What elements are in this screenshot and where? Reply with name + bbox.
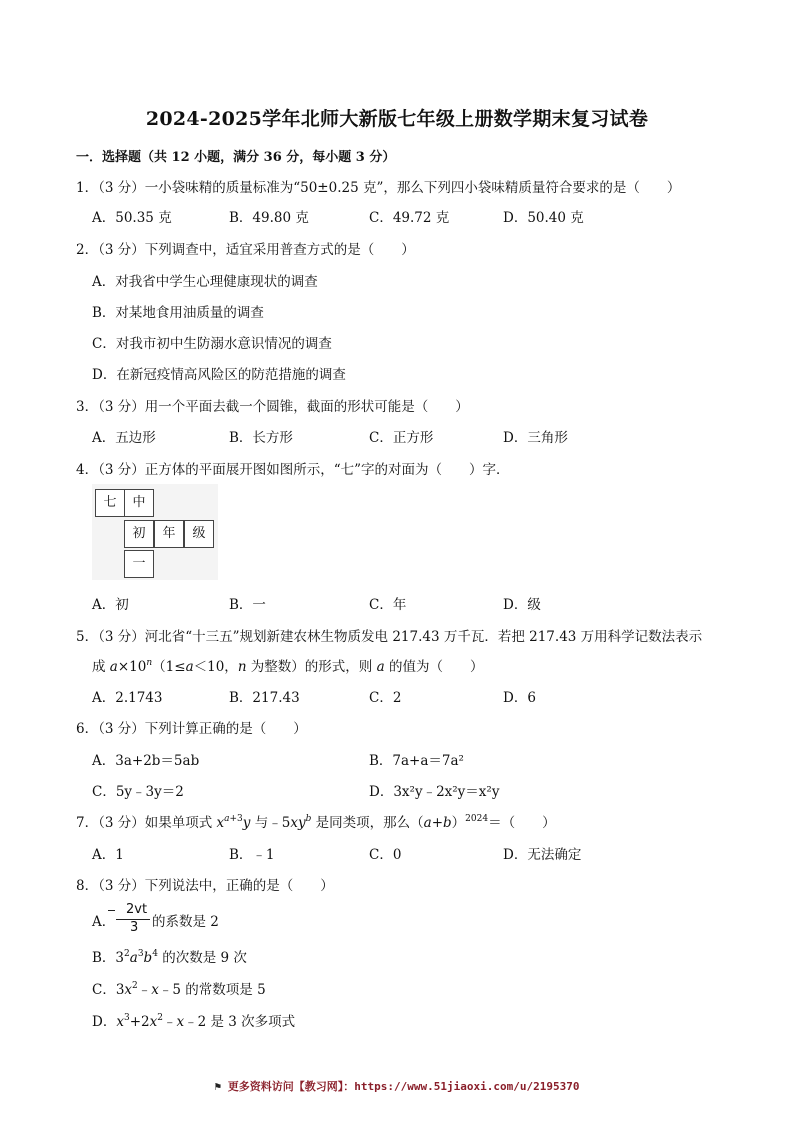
question-7-options (92, 843, 742, 863)
q8-option-a-label[interactable]: A． (92, 914, 116, 930)
q1-option-c[interactable]: C．49.72 克 (369, 210, 450, 226)
q3-option-b[interactable]: B．长方形 (229, 430, 293, 446)
section-heading: 一．选择题（共 12 小题，满分 36 分，每小题 3 分） (76, 150, 396, 165)
q3-option-a[interactable]: A．五边形 (92, 430, 156, 446)
q2-option-b[interactable]: B．对某地食用油质量的调查 (92, 305, 264, 321)
q1-option-d[interactable]: D．50.40 克 (503, 210, 584, 226)
q2-option-a[interactable]: A．对我省中学生心理健康现状的调查 (92, 274, 318, 290)
q4-option-b[interactable]: B．一 (229, 597, 266, 613)
q7-option-d[interactable]: D．无法确定 (503, 847, 582, 863)
net-cell-ji: 级 (184, 520, 214, 548)
page-title: 2024-2025学年北师大新版七年级上册数学期末复习试卷 (145, 108, 649, 130)
footer-text[interactable]: 更多资料访问【教习网】：https://www.51jiaoxi.com/u/2195370 (227, 1080, 580, 1093)
q6-option-d[interactable]: D．3x²y﹣2x²y＝x²y (369, 784, 500, 800)
q4-option-d[interactable]: D．级 (503, 597, 541, 613)
q5-option-c[interactable]: C．2 (369, 690, 402, 706)
q8-option-a-text: 的系数是 2 (152, 914, 219, 930)
q7-option-a[interactable]: A．1 (92, 847, 124, 863)
q2-option-d[interactable]: D．在新冠疫情高风险区的防范措施的调查 (92, 367, 346, 383)
question-5-stem-line2: 成 $a\times 10^n(1\le a<10$，n 为整数）的形式，则 a 的值为（ ） (92, 658, 484, 675)
question-3-options (92, 426, 742, 446)
q8-option-c[interactable]: C．$3x^2﹣x﹣5$ 的常数项是 5 (92, 981, 266, 998)
q3-option-d[interactable]: D．三角形 (503, 430, 568, 446)
question-1-stem: 1．（3 分）一小袋味精的质量标准为“50±0.25 克”，那么下列四小袋味精质量符合要求的是（ ） (76, 180, 681, 196)
question-5-options (92, 686, 742, 706)
fraction-minus-sign (108, 910, 115, 911)
fraction-numerator: 2vt (126, 902, 148, 917)
q6-option-b[interactable]: B．7a+a＝7a² (369, 753, 464, 769)
question-8-stem: 8．（3 分）下列说法中，正确的是（ ） (76, 878, 334, 894)
q5-option-a[interactable]: A．2.1743 (92, 690, 163, 706)
flag-icon: ⚑ (214, 1080, 222, 1093)
q1-option-b[interactable]: B．49.80 克 (229, 210, 309, 226)
net-cell-yi: 一 (124, 550, 154, 578)
question-7-stem: 7．（3 分）如果单项式 $x^{a+3}y$ 与$﹣5xy^b$ 是同类项，那么$(a+b)^{2024}=$（ ） (76, 814, 556, 831)
q8-option-d[interactable]: D．$x^3+2x^2﹣x﹣2$ 是 3 次多项式 (92, 1013, 296, 1030)
q1-option-a[interactable]: A．50.35 克 (92, 210, 172, 226)
question-1-options (92, 206, 742, 226)
q8-option-b[interactable]: B．$3^2a^3b^4$ 的次数是 9 次 (92, 949, 247, 966)
net-cell-chu: 初 (124, 520, 154, 548)
question-3-stem: 3．（3 分）用一个平面去截一个圆锥，截面的形状可能是（ ） (76, 399, 469, 415)
q3-option-c[interactable]: C．正方形 (369, 430, 434, 446)
q6-option-c[interactable]: C．5y﹣3y＝2 (92, 784, 184, 800)
question-6-options-row1 (92, 749, 742, 769)
question-6-options-row2 (92, 780, 742, 800)
q5-option-b[interactable]: B．217.43 (229, 690, 300, 706)
footer-link[interactable] (0, 1078, 794, 1094)
q2-option-c[interactable]: C．对我市初中生防溺水意识情况的调查 (92, 336, 332, 352)
q6-option-a[interactable]: A．3a+2b＝5ab (92, 753, 200, 769)
question-5-stem-line1: 5．（3 分）河北省“十三五”规划新建农林生物质发电 217.43 万千瓦．若把 217.43 万用科学记数法表示 (76, 629, 703, 645)
question-6-stem: 6．（3 分）下列计算正确的是（ ） (76, 721, 307, 737)
question-2-stem: 2．（3 分）下列调查中，适宜采用普查方式的是（ ） (76, 242, 415, 258)
q8-option-a-fraction (116, 902, 150, 936)
q4-option-a[interactable]: A．初 (92, 597, 129, 613)
net-cell-zhong: 中 (124, 489, 154, 517)
question-4-options (92, 593, 742, 613)
net-cell-qi: 七 (95, 489, 125, 517)
question-4-stem: 4．（3 分）正方体的平面展开图如图所示，“七”字的对面为（ ）字． (76, 462, 510, 478)
q4-option-c[interactable]: C．年 (369, 597, 407, 613)
cube-net-figure (92, 484, 218, 580)
net-cell-nian: 年 (154, 520, 184, 548)
fraction-denominator: 3 (130, 920, 139, 935)
q5-option-d[interactable]: D．6 (503, 690, 536, 706)
q7-option-b[interactable]: B．﹣1 (229, 847, 275, 863)
q7-option-c[interactable]: C．0 (369, 847, 402, 863)
